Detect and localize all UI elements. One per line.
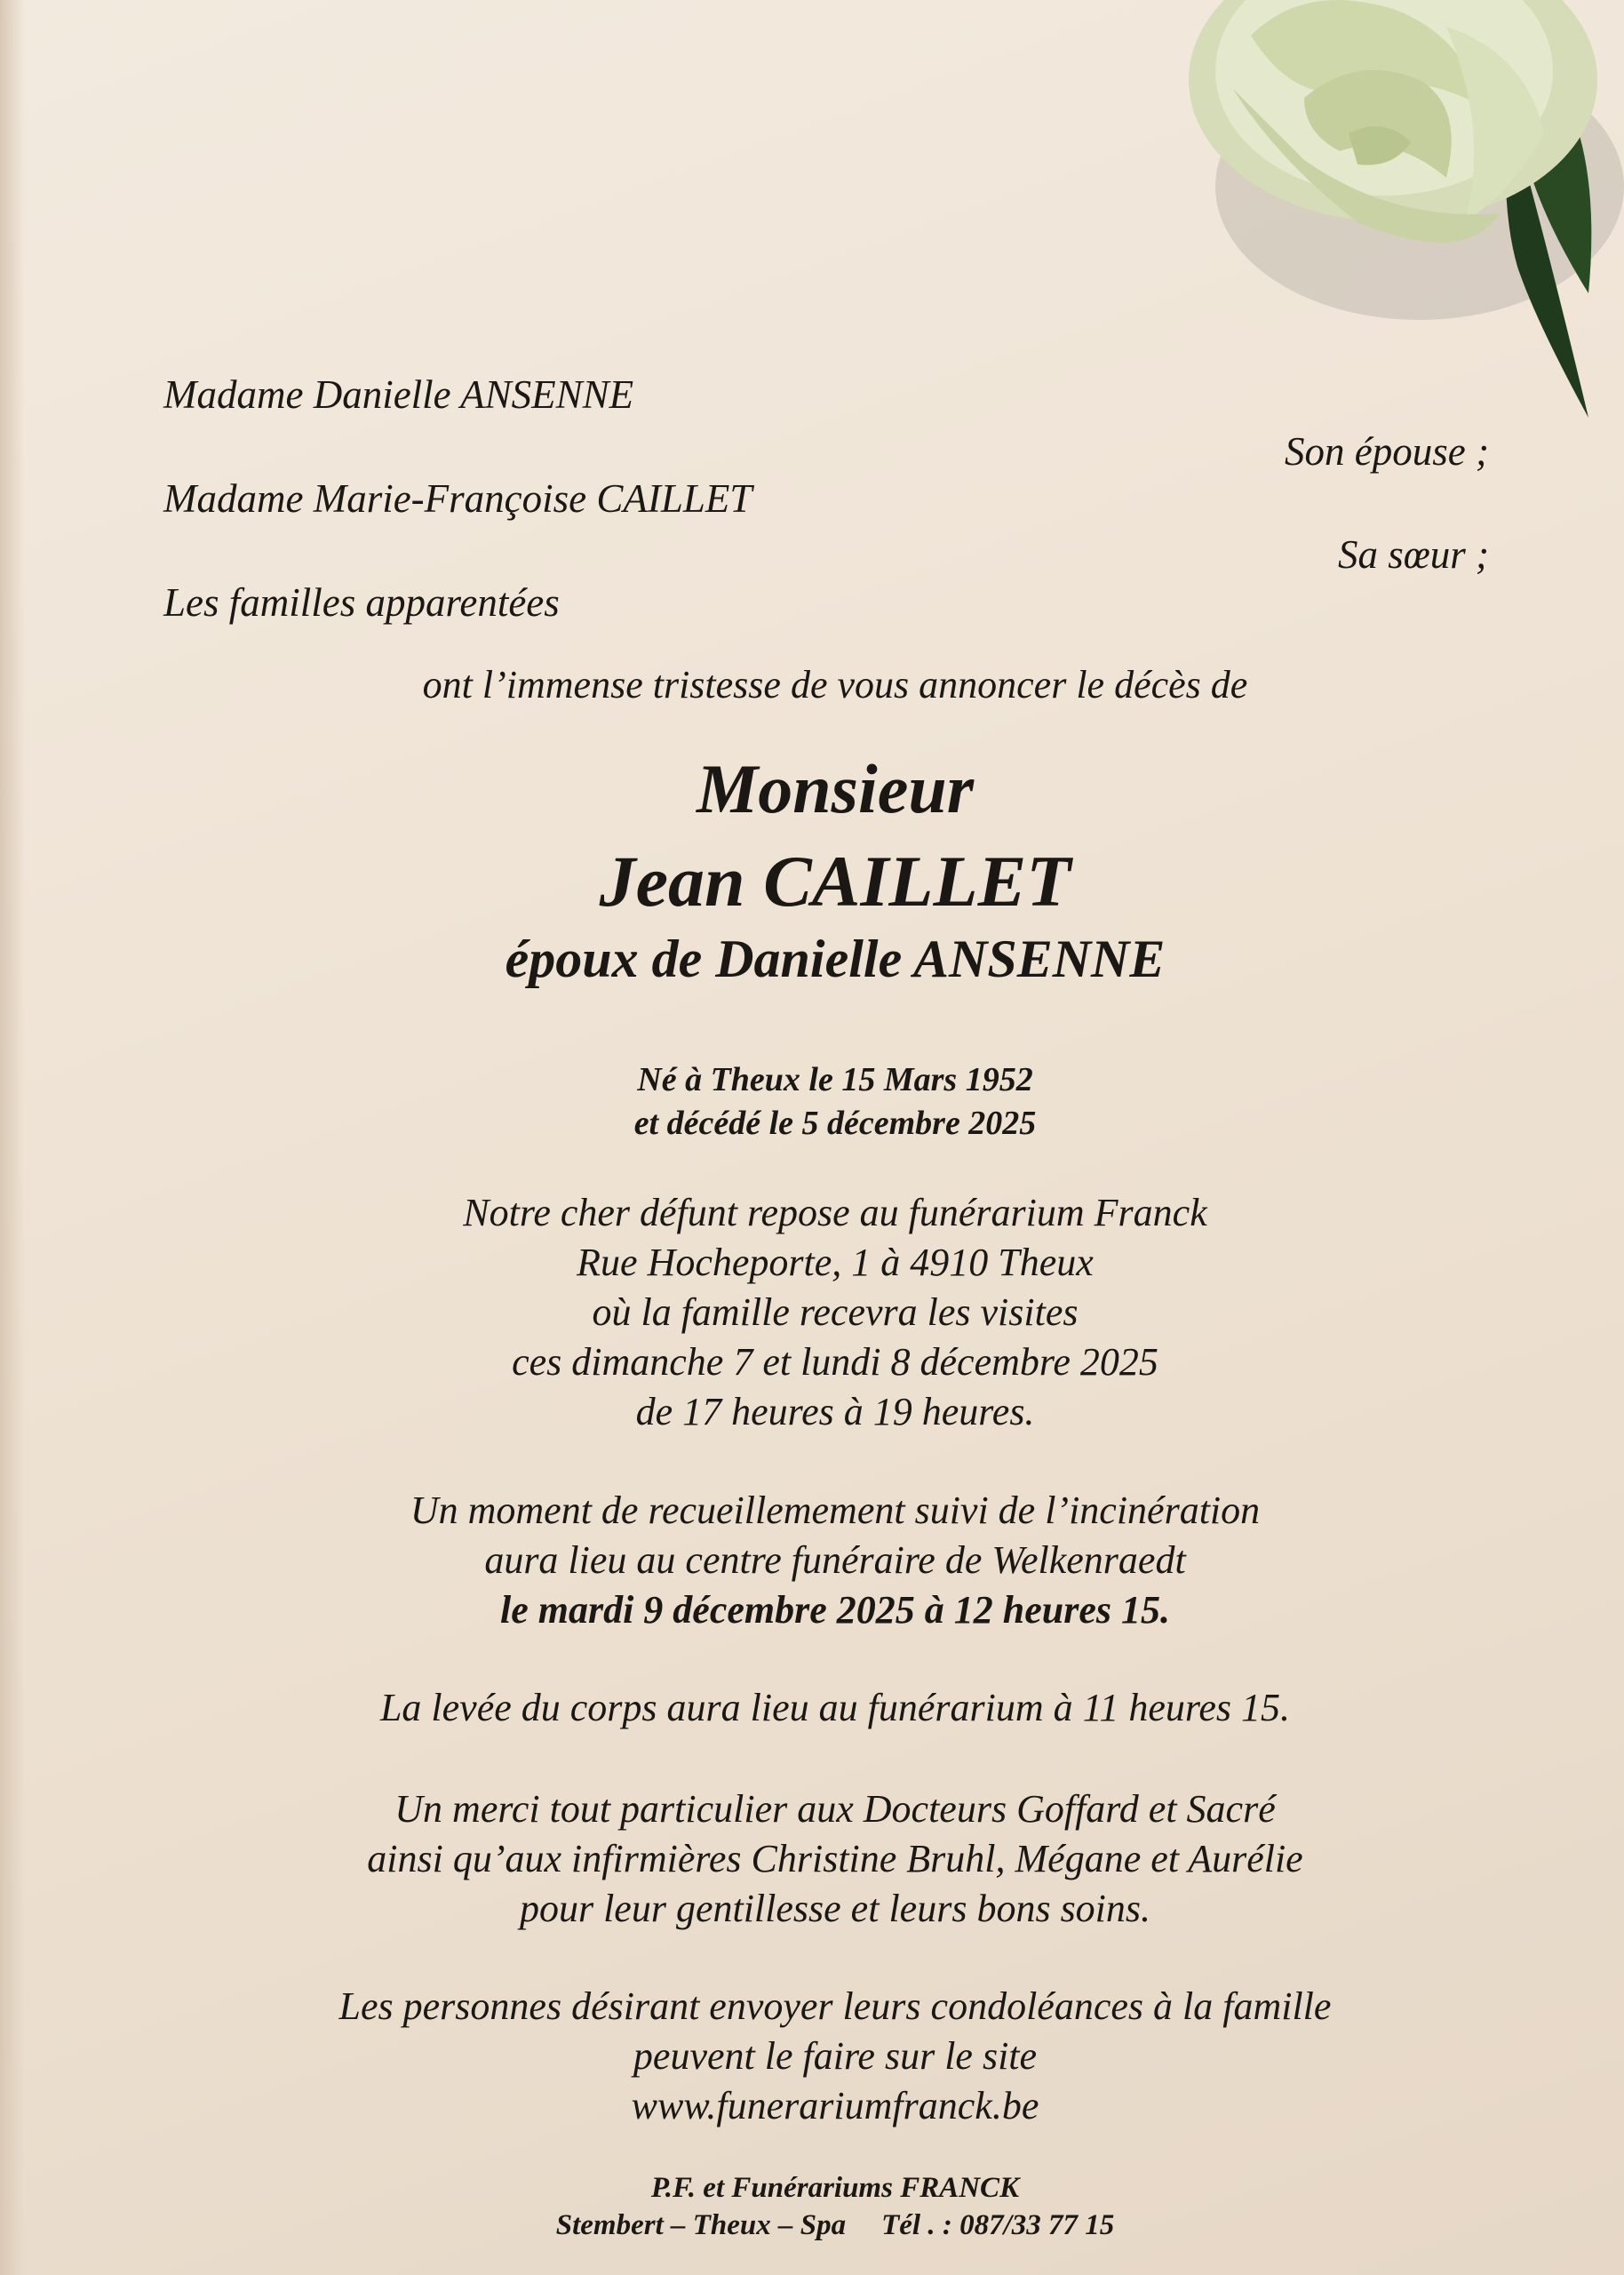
ceremony-line: Un moment de recueillemement suivi de l’incinération xyxy=(410,1489,1261,1532)
thanks-line: pour leur gentillesse et leurs bons soins. xyxy=(519,1887,1151,1930)
footer-contact xyxy=(0,2209,1624,2242)
repose-line: ces dimanche 7 et lundi 8 décembre 2025 xyxy=(512,1340,1158,1384)
footer-locations: Stembert – Theux – Spa xyxy=(555,2209,847,2241)
levee-text: La levée du corps aura lieu au funérarium à 11 heures 15. xyxy=(379,1686,1291,1729)
announcement-text: ont l’immense tristesse de vous annoncer le décès de xyxy=(422,663,1248,706)
relation-spouse: Son épouse ; xyxy=(1285,429,1489,474)
ceremony-date: le mardi 9 décembre 2025 à 12 heures 15. xyxy=(499,1588,1171,1632)
family-member-spouse: Madame Danielle ANSENNE xyxy=(163,372,634,417)
repose-line: de 17 heures à 19 heures. xyxy=(635,1390,1035,1433)
birth-date: Né à Theux le 15 Mars 1952 xyxy=(637,1061,1033,1098)
ceremony-line: aura lieu au centre funéraire de Welkenraedt xyxy=(484,1538,1186,1582)
footer-company: P.F. et Funérariums FRANCK xyxy=(650,2172,1020,2204)
condolences-line: peuvent le faire sur le site xyxy=(633,2034,1038,2078)
repose-line: où la famille recevra les visites xyxy=(592,1290,1079,1334)
thanks-line: Un merci tout particulier aux Docteurs Goffard et Sacré xyxy=(394,1787,1276,1831)
thanks-block xyxy=(0,1784,1624,1934)
footer-phone: Tél . : 087/33 77 15 xyxy=(881,2209,1115,2241)
deceased-name: Jean CAILLET xyxy=(599,841,1071,922)
death-date: et décédé le 5 décembre 2025 xyxy=(633,1105,1037,1142)
deceased-spouse: époux de Danielle ANSENNE xyxy=(505,930,1166,988)
white-rose-decoration xyxy=(1126,0,1624,427)
condolences-line: Les personnes désirant envoyer leurs condoléances à la famille xyxy=(338,1984,1332,2028)
ceremony-block xyxy=(0,1486,1624,1635)
repose-line: Rue Hocheporte, 1 à 4910 Theux xyxy=(577,1241,1094,1284)
condolences-block xyxy=(0,1982,1624,2131)
website-link[interactable]: www.funerariumfranck.be xyxy=(631,2084,1039,2127)
deceased-title: Monsieur xyxy=(696,750,975,827)
thanks-line: ainsi qu’aux infirmières Christine Bruhl, Mégane et Aurélie xyxy=(367,1837,1303,1880)
repose-block xyxy=(0,1188,1624,1437)
family-relatives: Les familles apparentées xyxy=(163,580,560,625)
relation-sister: Sa sœur ; xyxy=(1337,532,1489,577)
family-member-sister: Madame Marie-Françoise CAILLET xyxy=(163,476,752,521)
repose-line: Notre cher défunt repose au funérarium Franck xyxy=(463,1191,1207,1234)
